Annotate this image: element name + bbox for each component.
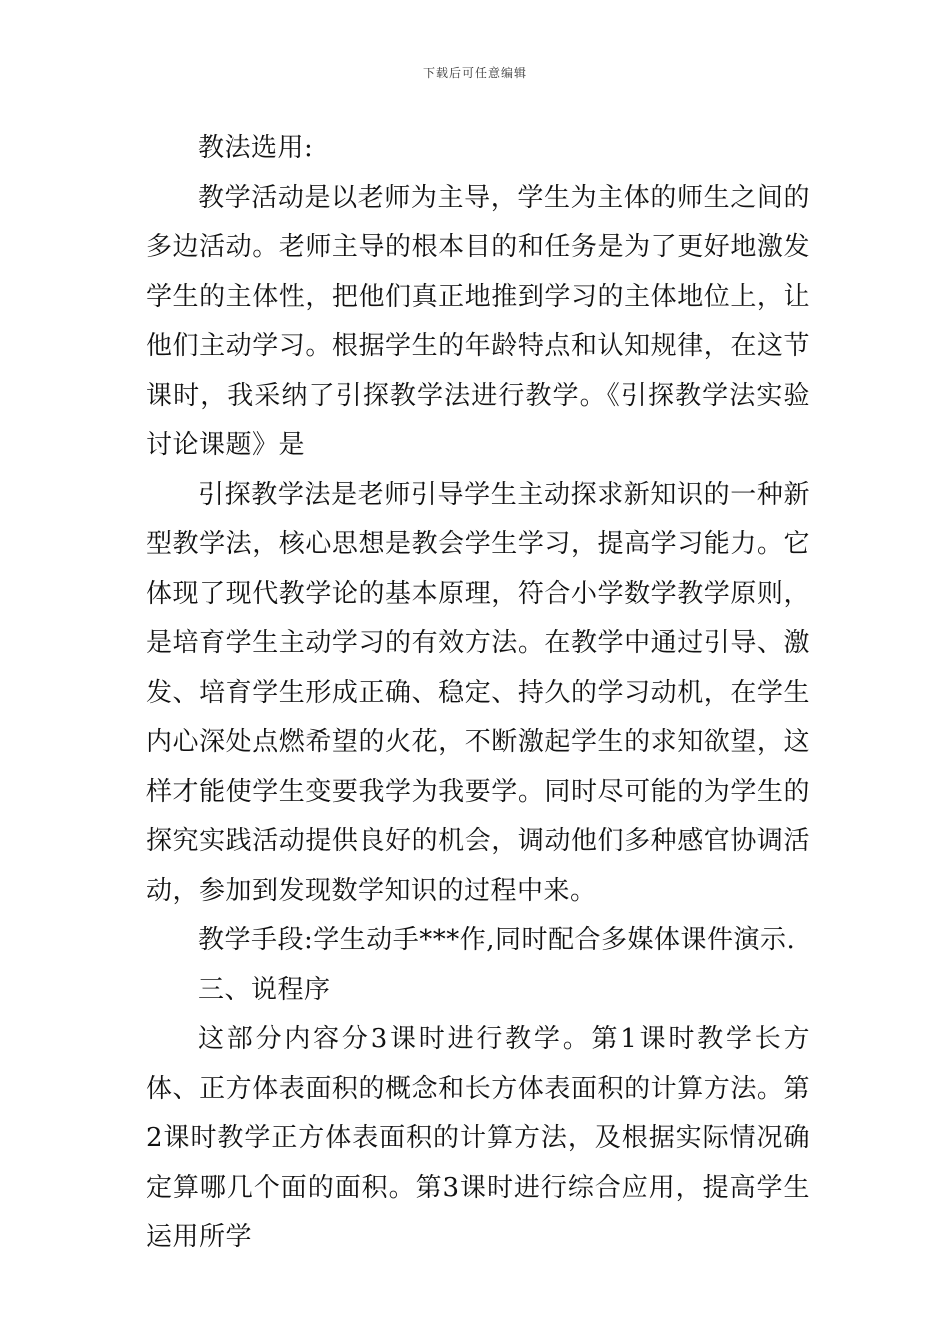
paragraph-lesson-plan: 这部分内容分3课时进行教学。第1课时教学长方体、正方体表面积的概念和长方体表面积的计算方法。第2课时教学正方体表面积的计算方法，及根据实际情况确定算哪几个面的面积。第3课时进行综合应用，提高学生运用所学 [146, 1024, 810, 1252]
paragraph-teaching-activity: 教学活动是以老师为主导，学生为主体的师生之间的多边活动。老师主导的根本目的和任务是为了更好地激发学生的主体性，把他们真正地推到学习的主体地位上，让他们主动学习。根据学生的年龄特点和认知规律，在这节课时，我采纳了引探教学法进行教学。《引探教学法实验讨论课题》是 [146, 182, 810, 460]
paragraph-teaching-method-title: 教法选用: [198, 133, 314, 163]
document-body [146, 124, 810, 1263]
page-header: 下载后可任意编辑 [422, 66, 527, 80]
paragraph-teaching-means: 教学手段:学生动手***作,同时配合多媒体课件演示. [198, 925, 796, 955]
section-heading-procedure: 三、说程序 [198, 974, 331, 1005]
paragraph-guided-inquiry-method: 引探教学法是老师引导学生主动探求新知识的一种新型教学法，核心思想是教会学生学习，提高学习能力。它体现了现代教学论的基本原理，符合小学数学教学原则，是培育学生主动学习的有效方法。在教学中通过引导、激发、培育学生形成正确、稳定、持久的学习动机，在学生内心深处点燃希望的火花，不断激起学生的求知欲望，这样才能使学生变要我学为我要学。同时尽可能的为学生的探究实践活动提供良好的机会，调动他们多种感官协调活动，参加到发现数学知识的过程中来。 [146, 479, 810, 906]
